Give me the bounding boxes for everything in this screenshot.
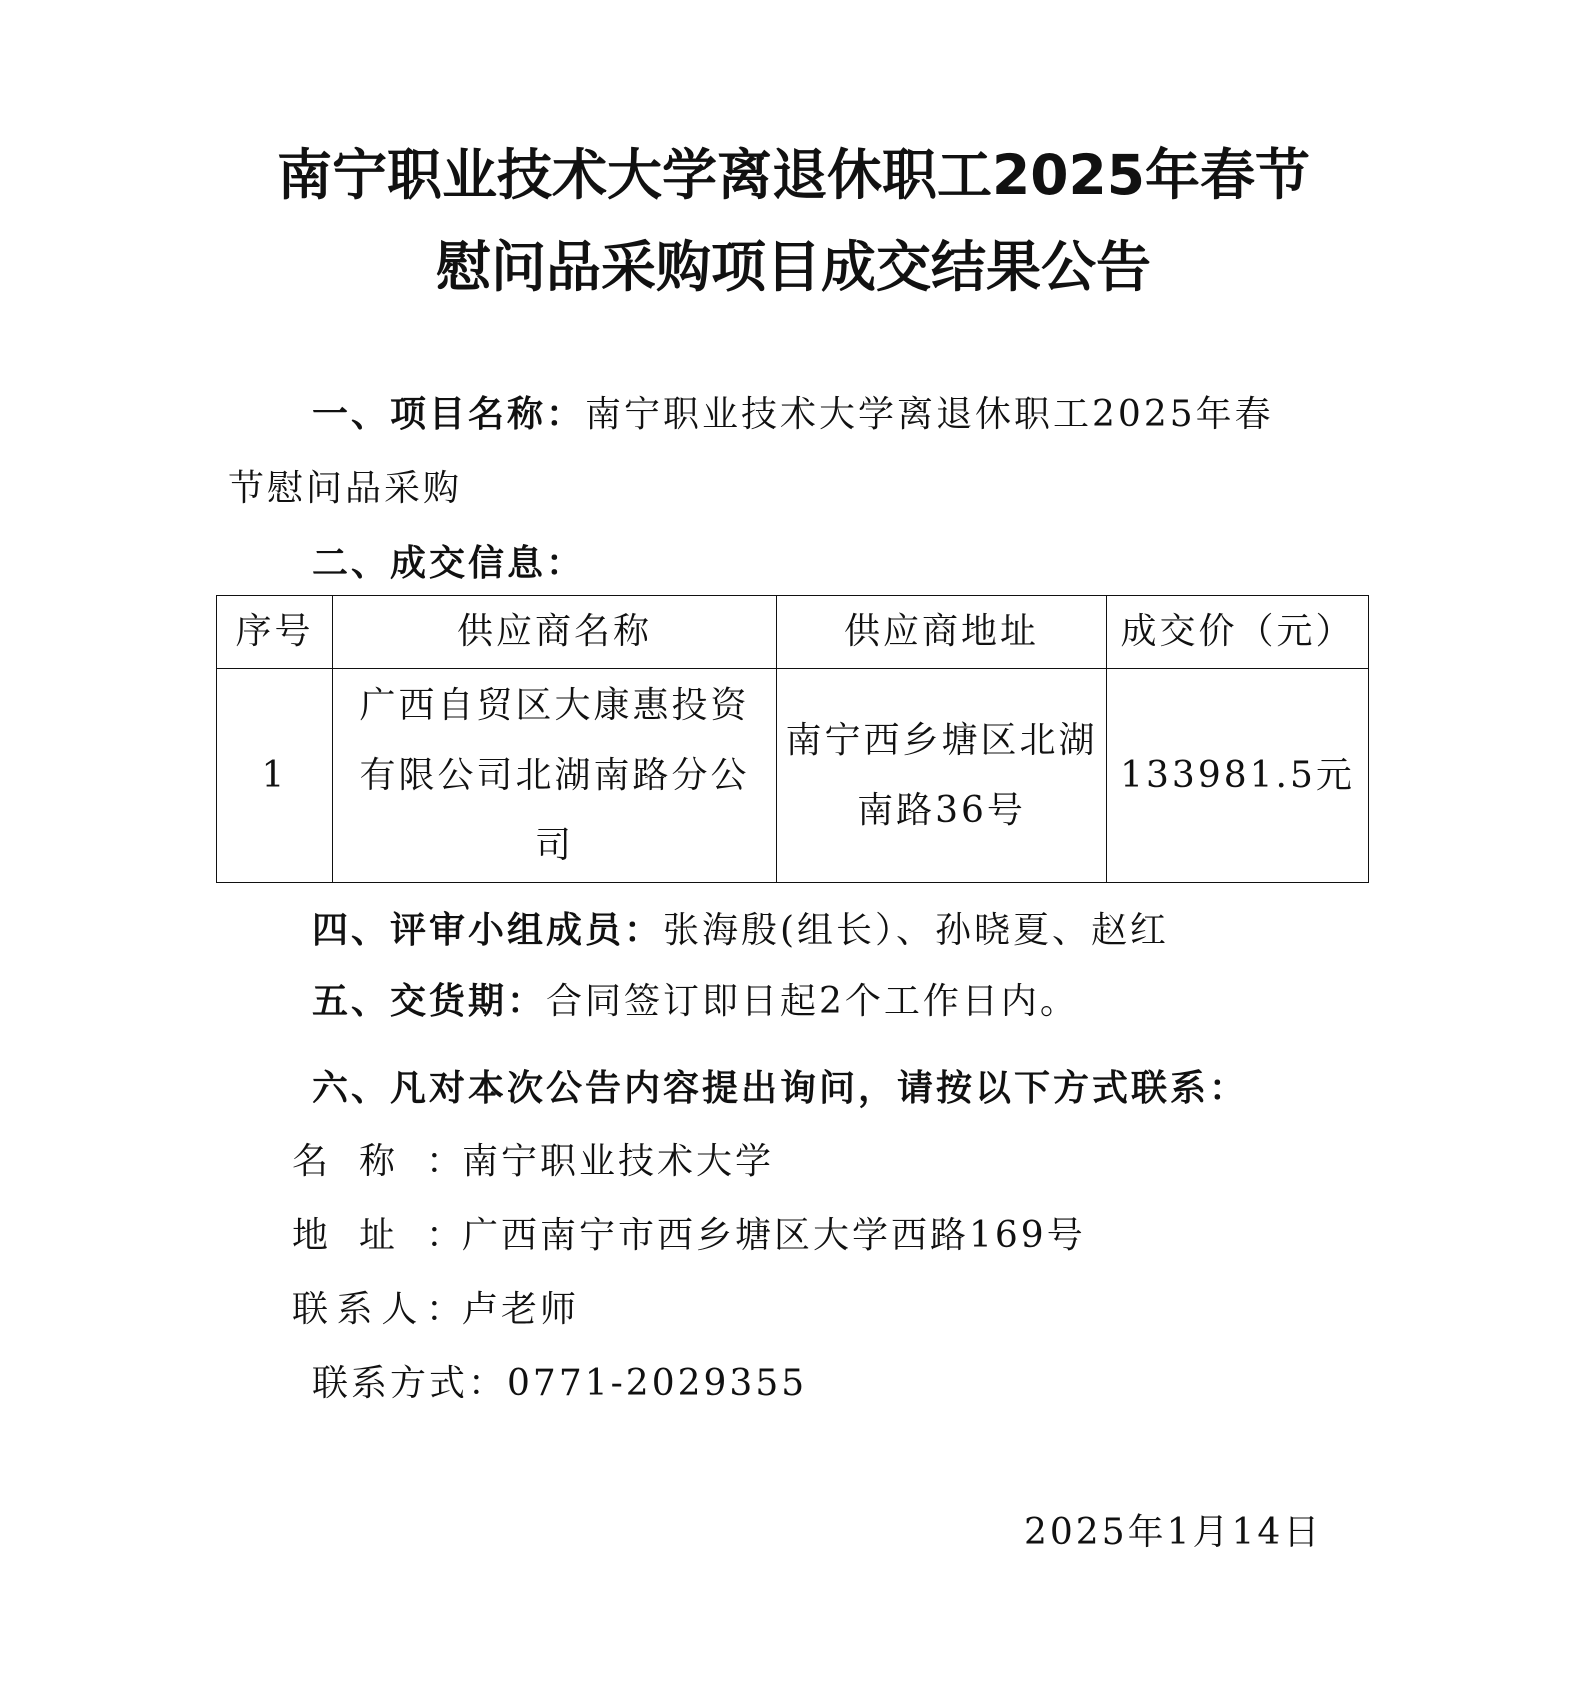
contact-person-line	[292, 1286, 579, 1334]
contact-address-line	[292, 1212, 1086, 1260]
review-panel-value: 张海殷(组长）、孙晓夏、赵红	[663, 910, 1170, 951]
review-panel-line	[312, 906, 1169, 955]
contact-person-value: 卢老师	[462, 1289, 580, 1330]
cell-no: 1	[217, 669, 333, 883]
contact-name-line	[292, 1138, 774, 1186]
table-row	[217, 669, 1369, 883]
cell-price: 133981.5元	[1107, 669, 1369, 883]
contact-person-label: 联系人：	[292, 1289, 462, 1330]
contact-address-label: 地址：	[292, 1215, 462, 1256]
contact-phone-value: 0771-2029355	[507, 1363, 808, 1404]
table-header-row	[217, 596, 1369, 669]
contact-phone-label: 联系方式：	[312, 1363, 508, 1404]
header-price: 成交价（元）	[1107, 596, 1369, 669]
project-name-label: 一、项目名称：	[312, 393, 586, 435]
delivery-value: 合同签订即日起2个工作日内。	[546, 981, 1079, 1022]
review-panel-label: 四、评审小组成员：	[312, 909, 664, 951]
contact-address-value: 广西南宁市西乡塘区大学西路169号	[462, 1215, 1086, 1256]
project-name-value-line1: 南宁职业技术大学离退休职工2025年春	[585, 394, 1274, 435]
contact-phone-line	[312, 1360, 807, 1408]
contact-name-value: 南宁职业技术大学	[462, 1141, 775, 1182]
inquiry-heading: 六、凡对本次公告内容提出询问，请按以下方式联系：	[312, 1067, 1249, 1109]
page-title-line2: 慰问品采购项目成交结果公告	[435, 235, 1151, 299]
page-title-line1: 南宁职业技术大学离退休职工2025年春节	[276, 143, 1311, 207]
contact-name-label: 名称：	[292, 1141, 462, 1182]
header-supplier-address: 供应商地址	[777, 596, 1107, 669]
delivery-line	[312, 977, 1079, 1026]
deal-info-heading: 二、成交信息：	[312, 542, 586, 584]
announcement-date: 2025年1月14日	[1024, 1512, 1323, 1553]
project-name-line	[312, 390, 1274, 439]
header-no: 序号	[217, 596, 333, 669]
cell-supplier-address: 南宁西乡塘区北湖南路36号	[777, 669, 1107, 883]
cell-supplier-name: 广西自贸区大康惠投资有限公司北湖南路分公司	[333, 669, 777, 883]
project-name-continuation: 节慰问品采购	[228, 468, 463, 509]
delivery-label: 五、交货期：	[312, 980, 547, 1022]
header-supplier-name: 供应商名称	[333, 596, 777, 669]
deal-table	[216, 595, 1369, 883]
